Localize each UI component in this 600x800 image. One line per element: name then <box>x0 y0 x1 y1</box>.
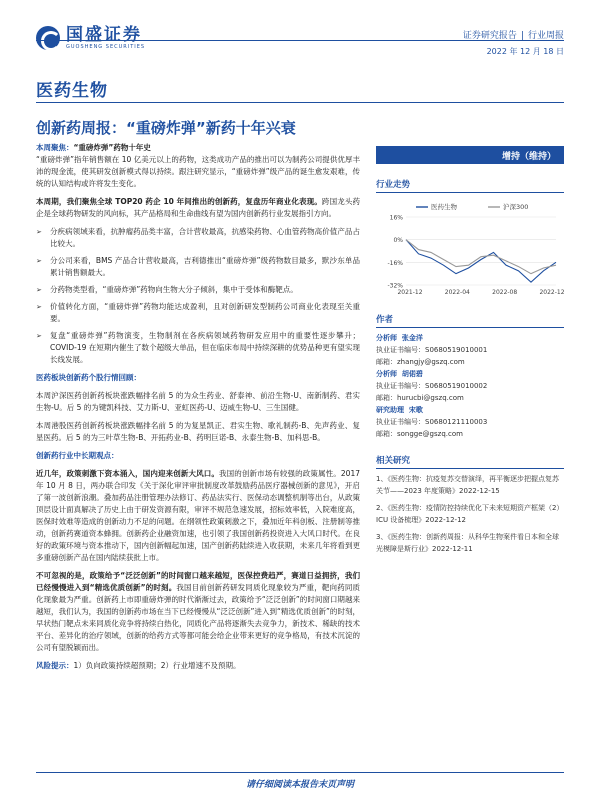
author-list <box>376 332 564 440</box>
midlong-lead-1: 近几年，政策刺激下资本涌入，国内迎来创新大风口。 <box>36 469 219 478</box>
midlong-paragraph-1 <box>36 468 360 564</box>
email-label: 邮箱： <box>376 430 397 438</box>
related-heading: 相关研究 <box>376 454 564 469</box>
related-list <box>376 473 564 555</box>
x-tick-label: 2022-12 <box>539 289 564 296</box>
y-tick-label: 16% <box>389 214 403 222</box>
top20-paragraph <box>36 196 360 220</box>
report-title: 创新药周报：“重磅炸弹”新药十年兴衰 <box>36 119 296 137</box>
series-line-sector <box>406 240 556 282</box>
focus-text: “重磅炸弹”指年销售额在 10 亿美元以上的药物，这类成功产品的推出可以为制药公司提供优厚丰沛的现金流，使其研发创新模式得以持续。跟注研究显示，“重磅炸弹”级产品的诞生愈发艰难，传统的认知结构或许将发生变化。 <box>36 155 360 188</box>
x-tick-label: 2021-12 <box>397 289 423 296</box>
finding-item: ➢ 分公司来看，BMS 产品合计营收最高，吉利德推出“重磅炸弹”级药物数目最多，默沙东单品累计销售额最大。 <box>36 255 360 279</box>
author-cert-line <box>376 380 564 392</box>
top20-text: 跨国龙头药企是全球药物研发的风向标，其产品格局和生命曲线有望为国内创新药行业发展指引方向。 <box>36 197 361 218</box>
y-tick-label: -32% <box>387 282 403 290</box>
finding-item: ➢ 复盘“重磅炸弹”药物演变，生物制剂在各疾病领域药物研发应用中的重要性逐步攀升；COVID-19 在短期内催生了数个超级大单品，但在临床布局中持续深耕的优势品种更有望实现长线发展。 <box>36 330 360 366</box>
risk-text: 1）负向政策持续超预期；2）行业增速不及预期。 <box>73 661 241 670</box>
author-email-link[interactable]: zhangjy@gszq.com <box>397 358 465 366</box>
author-cert-line <box>376 416 564 428</box>
author-role: 分析师 <box>376 334 397 342</box>
logo-icon <box>36 26 60 50</box>
y-tick-label: -16% <box>387 259 403 267</box>
author-email-line <box>376 392 564 404</box>
findings-list <box>36 226 360 366</box>
finding-item: ➢ 价值转化方面，“重磅炸弹”药物均能达成盈利，且对创新研发型制药公司商业化表现至关重要。 <box>36 301 360 325</box>
email-label: 邮箱： <box>376 394 397 402</box>
company-logo <box>36 26 145 50</box>
trend-heading: 行业走势 <box>376 178 564 193</box>
focus-label: 本周聚焦： <box>36 143 74 152</box>
main-column <box>36 142 360 678</box>
legend-label: 医药生物 <box>431 203 457 211</box>
finding-item: ➢ 分药物类型看，“重磅炸弹”药物向生物大分子倾斜，集中于受体和酶靶点。 <box>36 284 360 296</box>
page-header <box>0 0 600 60</box>
author-email-link[interactable]: hurucbi@gszq.com <box>397 394 464 402</box>
logo-name-cn: 国盛证券 <box>66 25 142 45</box>
logo-name-en: GUOSHENG SECURITIES <box>66 44 146 50</box>
related-report-link[interactable]: 1、《医药生物：抗疫复苏交替演绎，再平衡逐步把握点复苏关节——2023 年度策略》2022-12-15 <box>376 475 559 495</box>
y-tick-label: 0% <box>393 237 403 245</box>
report-type: 证券研究报告 <box>462 31 517 41</box>
legend-label: 沪深300 <box>503 203 529 211</box>
finding-item: ➢ 分疾病领域来看，抗肿瘤药品类丰富，合计营收最高，抗感染药物、心血管药物高价值产品占比较大。 <box>36 226 360 250</box>
rating-badge: 增持（维持） <box>376 146 564 164</box>
cert-number: S0680121110003 <box>425 418 488 426</box>
author-name-line <box>376 404 564 416</box>
author-name: 宋歌 <box>408 406 423 414</box>
cert-label: 执业证书编号： <box>376 382 425 390</box>
cert-label: 执业证书编号： <box>376 418 425 426</box>
author-email-line <box>376 428 564 440</box>
side-column <box>376 146 564 560</box>
sector-divider <box>36 102 564 103</box>
midlong-text-1: 我国的创新市场有较强的政策属性。2017 年 10 月 8 日，两办联合印发《关于深化审评审批制度改革鼓励药品医疗器械创新的意见》，开启了第一波创新浪潮。叠加药品注册管理办法修订、药品法实行、医保动态调整机制等出台，从政策顶层设计面真解决了历史上由于研发资源有限，审评不规范急速发展，招标效率低，入院难度高，医保时效难等造成的创新动力不足的问题。在纲领性政策刺激之下，叠加近年科创板、注册制等推动，创新药赛道资本蜂拥。创新药企业融资加速，也引领了我国创新药投资进入大风口时代。在良好的政策环境与资本推动下，国内创新幅起加速，国产创新药陆续进入收获期，未来几年将看到更多重磅创新产品在国内陆续获批上市。 <box>36 469 361 562</box>
author-heading: 作者 <box>376 313 564 328</box>
author-name-line <box>376 332 564 344</box>
x-tick-label: 2022-08 <box>492 289 518 296</box>
midlong-paragraph-2 <box>36 570 360 654</box>
cert-label: 执业证书编号： <box>376 346 425 354</box>
author-name: 张金洋 <box>401 334 423 342</box>
trend-chart <box>376 199 564 299</box>
trend-chart-svg <box>376 199 564 299</box>
author-role: 分析师 <box>376 370 397 378</box>
related-report-link[interactable]: 2、《医药生物：疫情防控持续优化下未来短期资产框架（2）ICU 设备梳理》2022-12-12 <box>376 504 564 524</box>
report-kind: 行业周报 <box>527 31 564 41</box>
author-email-line <box>376 356 564 368</box>
indices-a-share: 本周沪深医药创新药板块涨跌幅排名前 5 的为众生药业、舒泰神、前沿生物-U、南新制药、君实生物-U。后 5 的为键凯科技、艾力斯-U、亚虹医药-U、迈威生物-U、三生国健。 <box>36 391 360 412</box>
x-tick-label: 2022-04 <box>444 289 470 296</box>
related-report-link[interactable]: 3、《医药生物：创新药周报：从科华生物案件看日本和全球光模障是斯行业》2022-12-11 <box>376 533 559 553</box>
header-separator: | <box>520 31 524 41</box>
risk-paragraph <box>36 660 360 672</box>
sector-name: 医药生物 <box>36 81 108 101</box>
focus-paragraph <box>36 142 360 190</box>
indices-heading: 医药板块创新药个股行情回顾： <box>36 373 141 382</box>
author-cert-line <box>376 344 564 356</box>
author-email-link[interactable]: songge@gszq.com <box>397 430 463 438</box>
author-name-line <box>376 368 564 380</box>
midlong-text-2: 我国目前创新药研发同质化现象较为严重，靶向药同质化现象最为严重。创新药上市即重磅炸弹的时代渐渐过去，政策给予“泛泛创新”的时间窗口期越来越短，我们认为，我国的创新药市场在当下已经慢慢从“泛泛创新”进入到“精选优质创新”的时刻，早状热门靶点未来同质化竞争将持续白热化，同质化产品将逐渐失去竞争力，新技术、稀缺的技术平台、差异化的治疗领域，创新的给药方式等都可能会给企业带来更好的竞争格局，有技术沉淀的公司有望脱颖而出。 <box>36 583 361 652</box>
cert-number: S0680519010002 <box>425 382 488 390</box>
midlong-heading: 创新药行业中长期观点： <box>36 451 119 460</box>
top20-lead: 本周期，我们聚焦全球 TOP20 药企 10 年间推出的创新药，复盘历年商业化表现。 <box>36 197 322 206</box>
risk-label: 风险提示： <box>36 661 74 670</box>
footer-divider <box>36 772 564 773</box>
author-role: 研究助理 <box>376 406 404 414</box>
email-label: 邮箱： <box>376 358 397 366</box>
indices-hk-share: 本周港股医药创新药板块涨跌幅排名前 5 的为复星凯正、君实生物、歌礼制药-B、先声药业、复星医药。后 5 的为三叶草生物-B、开拓药业-B、药明巨诺-B、永泰生物-B、加科思-B。 <box>36 421 360 442</box>
author-name: 胡偌碧 <box>401 370 423 378</box>
focus-subtitle: “重磅炸弹”药物十年史 <box>73 143 151 152</box>
cert-number: S0680519010001 <box>425 346 488 354</box>
header-divider <box>36 40 564 41</box>
midlong-lead-2: 不可忽视的是，政策给予“泛泛创新”的时间窗口越来越短，医保控费趋严，赛道日益拥挤，我们已经慢慢进入到“精选优质创新”的时刻。 <box>36 571 360 592</box>
report-date: 2022 年 12 月 18 日 <box>486 47 564 56</box>
footer-disclaimer: 请仔细阅读本报告末页声明 <box>245 780 354 790</box>
